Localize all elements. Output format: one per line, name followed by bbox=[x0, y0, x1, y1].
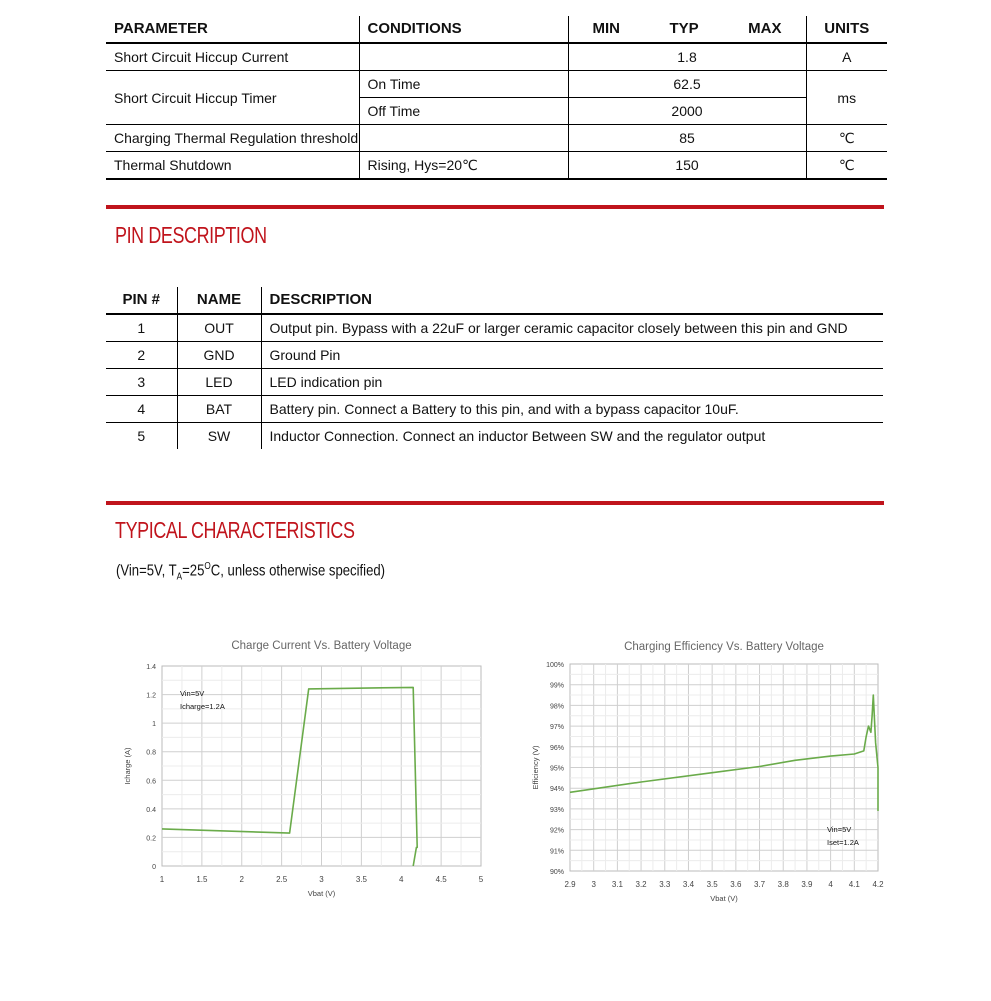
y-tick-label: 97% bbox=[549, 724, 564, 732]
y-tick-label: 90% bbox=[549, 869, 564, 876]
units-cell: A bbox=[806, 43, 887, 71]
pin-description: Ground Pin bbox=[261, 342, 883, 369]
pin-description: Inductor Connection. Connect an inductor Between SW and the regulator output bbox=[261, 423, 883, 450]
y-tick-label: 1 bbox=[152, 721, 156, 729]
header-min-typ-max bbox=[568, 16, 806, 43]
y-tick-label: 0.6 bbox=[146, 778, 156, 786]
chart-title: Charge Current Vs. Battery Voltage bbox=[231, 640, 412, 652]
pin-description: Battery pin. Connect a Battery to this pin, and with a bypass capacitor 10uF. bbox=[261, 396, 883, 423]
typical-section-title: TYPICAL CHARACTERISTICS bbox=[115, 517, 355, 543]
y-axis-label: Efficiency (V) bbox=[531, 745, 540, 790]
table-row bbox=[106, 423, 883, 450]
x-tick-label: 4 bbox=[399, 875, 404, 884]
chart-annotation: Icharge=1.2A bbox=[180, 702, 225, 711]
param-cell: Thermal Shutdown bbox=[106, 152, 359, 180]
pin-number: 3 bbox=[106, 369, 177, 396]
conditions-cell bbox=[359, 125, 568, 152]
y-tick-label: 91% bbox=[549, 848, 564, 856]
x-tick-label: 3.1 bbox=[611, 880, 623, 889]
pin-number: 2 bbox=[106, 342, 177, 369]
pin-name: GND bbox=[177, 342, 261, 369]
table-row bbox=[106, 314, 883, 342]
y-tick-label: 93% bbox=[549, 806, 564, 814]
header-conditions: CONDITIONS bbox=[359, 16, 568, 43]
conditions-cell: Off Time bbox=[359, 98, 568, 125]
x-tick-label: 1.5 bbox=[196, 875, 208, 884]
chart-annotation: Vin=5V bbox=[827, 825, 852, 834]
x-tick-label: 4.1 bbox=[848, 880, 860, 889]
header-max: MAX bbox=[748, 20, 782, 37]
y-tick-label: 99% bbox=[549, 682, 564, 690]
spec-table bbox=[106, 16, 887, 180]
y-axis-label: Icharge (A) bbox=[123, 747, 132, 785]
x-tick-label: 2.9 bbox=[564, 880, 576, 889]
conditions-cell: On Time bbox=[359, 71, 568, 98]
x-tick-label: 3 bbox=[591, 880, 596, 889]
pin-number: 1 bbox=[106, 314, 177, 342]
spec-row-thermal-shutdown bbox=[106, 152, 887, 180]
header-typ: TYP bbox=[669, 20, 699, 37]
typ-cell: 2000 bbox=[568, 98, 806, 125]
x-tick-label: 3.2 bbox=[635, 880, 647, 889]
pin-table bbox=[106, 287, 883, 449]
typ-cell: 85 bbox=[568, 125, 806, 152]
y-tick-label: 0 bbox=[152, 864, 156, 871]
spec-row-hiccup-timer-on bbox=[106, 71, 887, 98]
typ-cell: 1.8 bbox=[568, 43, 806, 71]
x-tick-label: 5 bbox=[478, 875, 484, 884]
spec-header-row bbox=[106, 16, 887, 43]
conditions-cell: Rising, Hys=20℃ bbox=[359, 152, 568, 180]
spec-row-hiccup-current bbox=[106, 43, 887, 71]
pin-name: BAT bbox=[177, 396, 261, 423]
header-parameter: PARAMETER bbox=[106, 16, 359, 43]
typ-cell: 62.5 bbox=[568, 71, 806, 98]
section-divider bbox=[106, 501, 884, 505]
y-tick-label: 1.2 bbox=[146, 692, 156, 700]
x-tick-label: 4 bbox=[828, 880, 833, 889]
y-tick-label: 0.8 bbox=[146, 749, 156, 757]
section-divider bbox=[106, 205, 884, 209]
y-tick-label: 94% bbox=[549, 786, 564, 794]
efficiency-chart bbox=[528, 630, 888, 910]
x-axis-label: Vbat (V) bbox=[307, 889, 336, 898]
header-min: MIN bbox=[592, 20, 620, 37]
header-pin: PIN # bbox=[106, 287, 177, 314]
x-tick-label: 3 bbox=[319, 875, 324, 884]
x-tick-label: 3.9 bbox=[801, 880, 813, 889]
y-tick-label: 92% bbox=[549, 827, 564, 835]
y-tick-label: 95% bbox=[549, 765, 564, 773]
table-row bbox=[106, 396, 883, 423]
y-tick-label: 98% bbox=[549, 703, 564, 711]
pin-name: OUT bbox=[177, 314, 261, 342]
pin-name: LED bbox=[177, 369, 261, 396]
table-row bbox=[106, 342, 883, 369]
conditions-note: (Vin=5V, $T_A=25^OC$, unless otherwise specified) bbox=[116, 561, 386, 583]
x-tick-label: 2 bbox=[239, 875, 244, 884]
header-description: DESCRIPTION bbox=[261, 287, 883, 314]
units-cell: ℃ bbox=[806, 152, 887, 180]
y-tick-label: 0.4 bbox=[146, 806, 156, 814]
pin-number: 4 bbox=[106, 396, 177, 423]
units-cell: ms bbox=[806, 71, 887, 125]
y-tick-label: 96% bbox=[549, 744, 564, 752]
y-tick-label: 0.2 bbox=[146, 835, 156, 843]
x-tick-label: 3.5 bbox=[355, 875, 367, 884]
y-tick-label: 1.4 bbox=[146, 664, 156, 671]
x-tick-label: 4.2 bbox=[872, 880, 884, 889]
x-tick-label: 3.3 bbox=[659, 880, 671, 889]
x-tick-label: 3.7 bbox=[753, 880, 766, 889]
chart-annotation: Vin=5V bbox=[180, 689, 205, 698]
chart-title: Charging Efficiency Vs. Battery Voltage bbox=[624, 641, 824, 653]
x-axis-label: Vbat (V) bbox=[710, 894, 738, 903]
param-cell: Short Circuit Hiccup Timer bbox=[106, 71, 359, 125]
param-cell: Charging Thermal Regulation threshold bbox=[106, 125, 359, 152]
x-tick-label: 3.4 bbox=[682, 880, 695, 889]
x-tick-label: 3.6 bbox=[730, 880, 742, 889]
typ-cell: 150 bbox=[568, 152, 806, 180]
units-cell: ℃ bbox=[806, 125, 887, 152]
pin-header-row bbox=[106, 287, 883, 314]
header-units: UNITS bbox=[806, 16, 887, 43]
x-tick-label: 3.5 bbox=[706, 880, 718, 889]
x-tick-label: 3.8 bbox=[777, 880, 789, 889]
y-tick-label: 100% bbox=[546, 662, 564, 669]
x-tick-label: 4.5 bbox=[435, 875, 447, 884]
spec-row-thermal-reg bbox=[106, 125, 887, 152]
table-row bbox=[106, 369, 883, 396]
chart-annotation: Iset=1.2A bbox=[827, 838, 859, 847]
pin-number: 5 bbox=[137, 428, 146, 444]
charge-current-chart bbox=[115, 630, 495, 905]
pin-description: LED indication pin bbox=[261, 369, 883, 396]
header-name: NAME bbox=[177, 287, 261, 314]
x-tick-label: 2.5 bbox=[276, 875, 288, 884]
conditions-cell bbox=[359, 43, 568, 71]
pin-description: Output pin. Bypass with a 22uF or larger ceramic capacitor closely between this pin and GND bbox=[261, 314, 883, 342]
x-tick-label: 1 bbox=[159, 875, 165, 884]
pin-section-title: PIN DESCRIPTION bbox=[115, 222, 267, 248]
pin-name: SW bbox=[177, 423, 261, 450]
param-cell: Short Circuit Hiccup Current bbox=[106, 43, 359, 71]
